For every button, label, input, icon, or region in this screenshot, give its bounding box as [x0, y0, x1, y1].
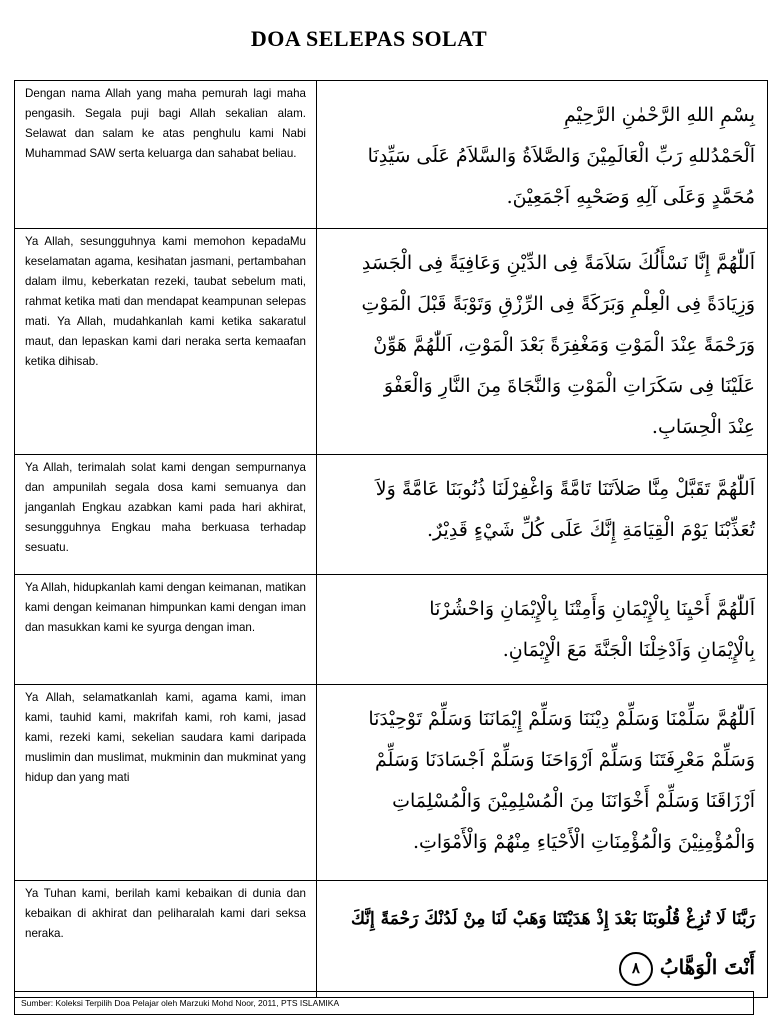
arabic-line: وَرَحْمَةً عِنْدَ الْمَوْتِ وَمَغْفِرَةً بَعْدَ الْمَوْتِ، اَللّٰهُمَّ هَوِّنْ — [373, 334, 755, 356]
arabic-line: تُعَذِّبْنَا يَوْمَ الْقِيَامَةِ إِنَّكَ عَلَى كُلِّ شَيْءٍ قَدِيْرٌ. — [427, 519, 755, 541]
arabic-line: اَللّٰهُمَّ تَقَبَّلْ مِنَّا صَلاَتَنَا تَامَّةً وَاغْفِرْلَنَا ذُنُوبَنَا عَامَّةً وَلاَ — [375, 478, 755, 500]
arabic-line: عَلَيْنَا فِى سَكَرَاتِ الْمَوْتِ وَالنَّجَاةَ مِنَ النَّارِ وَالْعَفْوَ — [383, 375, 755, 397]
arabic-line: اَللّٰهُمَّ سَلِّمْنَا وَسَلِّمْ دِيْنَنَا وَسَلِّمْ إِيْمَانَنَا وَسَلِّمْ تَوْحِيْدَنَا — [368, 708, 755, 730]
arabic-line: بِسْمِ اللهِ الرَّحْمٰنِ الرَّحِيْمِ — [564, 104, 755, 126]
arabic-line: اَللّٰهُمَّ أَحْيِنَا بِالْإِيْمَانِ وَأَمِتْنَا بِالْإِيْمَانِ وَاحْشُرْنَا — [429, 598, 755, 620]
malay-translation: Ya Allah, terimalah solat kami dengan sempurnanya dan ampunilah segala dosa kami semuanya dan janganlah Engkau azabkan kami pada hari akhirat, sesungguhnya Engkau maha berkuasa terhadap sesuatu. — [25, 461, 306, 554]
arabic-line: عِنْدَ الْحِسَابِ. — [651, 416, 755, 438]
doa-table — [14, 80, 768, 998]
malay-translation: Ya Tuhan kami, berilah kami kebaikan di dunia dan kebaikan di akhirat dan peliharalah kami dari seksa neraka. — [25, 887, 306, 940]
arabic-text — [317, 455, 767, 557]
malay-translation: Ya Allah, sesungguhnya kami memohon kepadaMu keselamatan agama, kesihatan jasmani, pertambahan dalam ilmu, keberkatan rezeki, taubat sebelum mati, rahmat ketika mati dan mendapat keampunan selepas mati. Ya Allah, mudahkanlah kami ketika sakaratul maut, dan lepaskan kami dari neraka serta kemaafan ketika dihisab. — [25, 235, 306, 368]
source-footer: Sumber: Koleksi Terpilih Doa Pelajar oleh Marzuki Mohd Noor, 2011, PTS ISLAMIKA — [14, 991, 754, 1015]
arabic-text — [317, 685, 767, 869]
arabic-text — [317, 575, 767, 677]
arabic-text — [317, 229, 767, 454]
malay-translation: Dengan nama Allah yang maha pemurah lagi maha pengasih. Segala puji bagi Allah sekalian alam. Selawat dan salam ke atas penghulu kami Nabi Muhammad SAW serta keluarga dan sahabat beliau. — [25, 87, 306, 160]
arabic-line: مُحَمَّدٍ وَعَلَى آلِهِ وَصَحْبِهِ اَجْمَعِيْنَ. — [506, 186, 755, 208]
arabic-line: رَبَّنَا لَا تُزِغْ قُلُوبَنَا بَعْدَ إِذْ هَدَيْتَنَا وَهَبْ لَنَا مِنْ لَدُنْكَ رَحْمَةً إِنَّكَ — [350, 909, 755, 929]
arabic-line: اَللّٰهُمَّ إِنَّا نَسْأَلُكَ سَلاَمَةً فِى الدِّيْنِ وَعَافِيَةً فِى الْجَسَدِ — [361, 252, 755, 274]
arabic-text — [317, 81, 767, 224]
arabic-line — [327, 943, 755, 991]
page-title: DOA SELEPAS SOLAT — [250, 26, 488, 51]
arabic-line: وَالْمُؤْمِنِيْنَ وَالْمُؤْمِنَاتِ الْأَحْيَاءِ مِنْهُمْ وَالْأَمْوَاتِ. — [412, 831, 755, 853]
arabic-line: وَسَلِّمْ مَعْرِفَتَنَا وَسَلِّمْ اَرْوَاحَنَا وَسَلِّمْ اَجْسَادَنَا وَسَلِّمْ — [375, 749, 755, 771]
arabic-line: اَرْزَاقَنَا وَسَلِّمْ أَخْوَانَنَا مِنَ الْمُسْلِمِيْنَ وَالْمُسْلِمَاتِ — [392, 790, 755, 812]
arabic-line: وَزِيَادَةً فِى الْعِلْمِ وَبَرَكَةً فِى الرِّزْقِ وَتَوْبَةً قَبْلَ الْمَوْتِ — [361, 293, 755, 315]
malay-translation: Ya Allah, hidupkanlah kami dengan keimanan, matikan kami dengan keimanan himpunkan kami dengan iman dan masukkan kami ke syurga dengan iman. — [25, 581, 306, 634]
doa-row-rabbana — [15, 881, 768, 998]
doa-row-protection — [15, 685, 768, 881]
doa-row-safety — [15, 229, 768, 455]
doa-row-accept-prayer — [15, 455, 768, 575]
arabic-line: بِالْإِيْمَانِ وَاَدْخِلْنَا الْجَنَّةَ مَعَ الْإِيْمَانِ. — [502, 639, 755, 661]
verse-number-badge: ٨ — [619, 952, 653, 986]
arabic-text — [317, 881, 767, 997]
doa-row-faith — [15, 575, 768, 685]
arabic-line: اَلْحَمْدُللهِ رَبِّ الْعَالَمِيْنَ وَالصَّلاَةُ وَالسَّلاَمُ عَلَى سَيِّدِنَا — [367, 145, 755, 167]
arabic-line-text: أَنْتَ الْوَهَّابُ — [659, 955, 755, 979]
doa-row-opening — [15, 81, 768, 229]
malay-translation: Ya Allah, selamatkanlah kami, agama kami, iman kami, tauhid kami, makrifah kami, roh kami, jasad kami, rezeki kami, sekelian saudara kami daripada muslimin dan muslimat, mukminin dan mukminat yang hidup dan yang mati — [25, 691, 306, 784]
